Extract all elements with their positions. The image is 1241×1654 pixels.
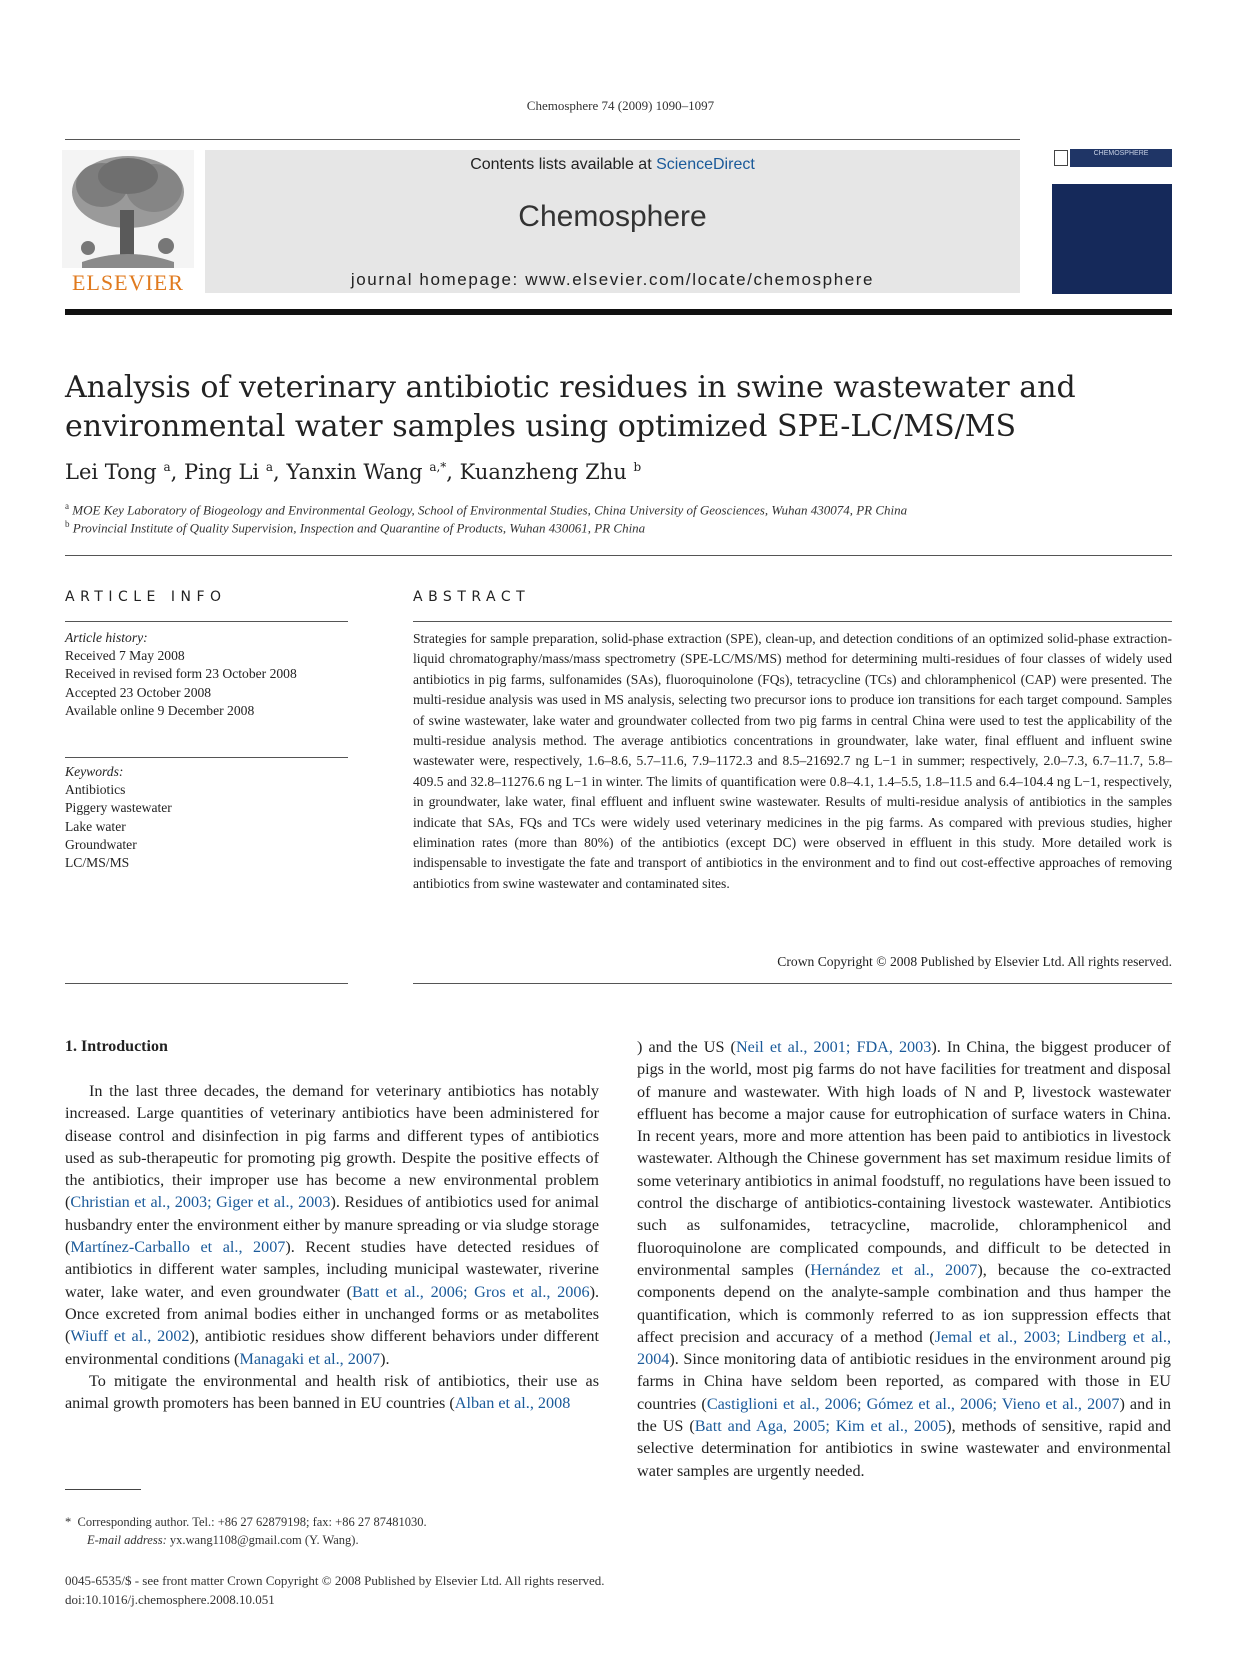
author-name[interactable]: Yanxin Wang xyxy=(286,460,423,484)
article-title: Analysis of veterinary antibiotic residues in swine wastewater and environmental water samples using optimized SPE-LC/MS/MS xyxy=(65,370,1076,444)
affiliation-mark: a xyxy=(65,501,69,511)
history-item: Received in revised form 23 October 2008 xyxy=(65,666,297,682)
cover-mark-icon xyxy=(1054,150,1068,166)
citation-link[interactable]: Wiuff et al., 2002 xyxy=(70,1327,190,1346)
paragraph-text: ), antibiotic residues show different behaviors under different environmental conditions ( xyxy=(65,1327,600,1368)
email-note xyxy=(65,1533,647,1548)
journal-citation: Chemosphere 74 (2009) 1090–1097 xyxy=(526,98,715,113)
author-affiliation-mark: b xyxy=(633,460,642,474)
citation-link[interactable]: Batt et al., 2006; Gros et al., 2006 xyxy=(352,1282,590,1301)
corresponding-author-text: Corresponding author. Tel.: +86 27 62879198; fax: +86 27 87481030. xyxy=(77,1515,427,1529)
intro-paragraph-2-cont xyxy=(637,1036,1171,1482)
intro-paragraph-1 xyxy=(65,1080,599,1370)
journal-cover-thumbnail[interactable] xyxy=(1052,146,1172,294)
citation-link[interactable]: Christian et al., 2003; Giger et al., 2003 xyxy=(70,1193,331,1212)
footnote-star: * xyxy=(65,1515,78,1529)
cover-header xyxy=(1052,146,1172,168)
keyword: Lake water xyxy=(65,818,126,834)
citation-link[interactable]: Martínez-Carballo et al., 2007 xyxy=(70,1238,286,1257)
author-name[interactable]: Kuanzheng Zhu xyxy=(459,460,627,484)
corresponding-author-note xyxy=(65,1515,625,1530)
header-rule xyxy=(65,139,1020,140)
footnote-rule xyxy=(65,1489,141,1490)
keyword: Piggery wastewater xyxy=(65,800,172,816)
article-info-bottom-rule xyxy=(65,983,348,984)
paragraph-text: ). Since monitoring data of antibiotic residues in the environment around pig farms in China have seldom been reported, as compared with those in EU countries ( xyxy=(637,1350,1171,1413)
article-history-label: Article history: xyxy=(65,630,148,645)
keyword: Antibiotics xyxy=(65,782,126,798)
abstract-copyright: Crown Copyright © 2008 Published by Elsevier Ltd. All rights reserved. xyxy=(777,954,1172,969)
citation-link[interactable]: Batt and Aga, 2005; Kim et al., 2005 xyxy=(694,1417,947,1436)
contents-line xyxy=(205,156,1020,174)
paragraph-text: ), methods of sensitive, rapid and selective determination for antibiotics in swine wastewater and environmental water samples are urgently needed. xyxy=(637,1417,1172,1480)
history-item: Received 7 May 2008 xyxy=(65,648,185,664)
abstract-rule xyxy=(413,621,1172,622)
cover-title: CHEMOSPHERE xyxy=(1070,149,1172,167)
article-history xyxy=(65,629,348,720)
paragraph-text: ) and in the US ( xyxy=(637,1394,1171,1436)
paragraph-text: ). xyxy=(380,1349,390,1368)
article-info-rule xyxy=(65,621,348,622)
paragraph-text: ) and the US ( xyxy=(637,1038,736,1056)
keyword: LC/MS/MS xyxy=(65,855,130,871)
keywords-label: Keywords: xyxy=(65,764,124,779)
email-label: E-mail address: xyxy=(87,1533,167,1547)
keywords xyxy=(65,763,348,872)
author-affiliation-mark: a xyxy=(163,460,171,474)
affiliation-mark: b xyxy=(65,519,70,529)
author-name[interactable]: Ping Li xyxy=(183,460,260,484)
citation-link[interactable]: Hernández et al., 2007 xyxy=(810,1260,978,1279)
intro-paragraph-2-start xyxy=(65,1370,599,1415)
citation-link[interactable]: Neil et al., 2001; FDA, 2003 xyxy=(735,1038,932,1056)
author-affiliation-mark: a,* xyxy=(429,460,447,474)
sciencedirect-link[interactable]: ScienceDirect xyxy=(656,156,755,173)
affiliation-a xyxy=(65,501,1165,518)
cover-image xyxy=(1052,184,1172,294)
affiliation-text: Provincial Institute of Quality Supervision, Inspection and Quarantine of Products, Wuhan 430061, PR China xyxy=(72,520,646,536)
intro-column-left xyxy=(65,1080,599,1414)
paragraph-text: ). Residues of antibiotics used for animal husbandry enter the environment either by manure spreading or via sludge storage ( xyxy=(65,1193,600,1257)
contents-prefix: Contents lists available at xyxy=(470,156,657,173)
email-link[interactable]: yx.wang1108@gmail.com (Y. Wang). xyxy=(169,1533,359,1547)
keyword: Groundwater xyxy=(65,836,137,852)
citation-link[interactable]: Managaki et al., 2007 xyxy=(239,1349,381,1368)
article-info-heading: ARTICLE INFO xyxy=(65,589,227,605)
paragraph-text: To mitigate the environmental and health risk of antibiotics, their use as animal growth promoters has been banned in EU countries ( xyxy=(65,1371,599,1413)
paragraph-text: ), because the co-extracted components depend on the analyte-sample combination and thus hamper the quantification, which is commonly referred to as ion suppression effects that affect precision and accuracy of a method ( xyxy=(637,1260,1172,1346)
abstract-text: Strategies for sample preparation, solid-phase extraction (SPE), clean-up, and detection conditions of an optimized solid-phase extraction-liquid chromatography/mass/mass spectrometry (SPE-LC/MS/MS) method for determining multi-residues of four classes of widely used antibiotics in pig farms, sulfonamides (SAs), fluoroquinolone (FQs), tetracycline (TCs) and chloramphenicol (CAP) were presented. The multi-residue analysis was used in MS analysis, selecting two precursor ions to produce ion transitions for each target compound. Samples of swine wastewater, lake water and groundwater collected from two pig farms in central China were used to test the applicability of the multi-residue analysis method. The average antibiotics concentrations in groundwater, lake water, final effluent and influent swine wastewater were, respectively, 1.6–8.6, 5.7–11.6, 7.9–1172.3 and 8.5–21692.7 ng L−1 in summer; respectively, 2.0–7.3, 6.7–11.7, 5.8–409.5 and 32.8–11276.6 ng L−1 in winter. The limits of quantification were 0.8–4.1, 1.4–5.5, 1.8–11.5 and 6.4–104.4 ng L−1, respectively, in groundwater, lake water, final effluent and influent swine wastewater. Results of multi-residue analysis of antibiotics in the samples indicate that SAs, FQs and TCs were widely used veterinary medicines in the pig farms. As compared with previous studies, higher elimination rates (more than 80%) of the antibiotics (except DC) were observed in effluent in this study. More detailed work is indispensable to investigate the fate and transport of antibiotics in the environment and to find out cost-effective approaches of removing antibiotics from swine wastewater and contaminated sites. xyxy=(413,631,1172,891)
paragraph-text: In the last three decades, the demand for veterinary antibiotics has notably increased. Large quantities of veterinary antibiotics have been administered for disease control and disinfection in pig farms and different types of antibiotics used as sub-therapeutic for promoting pig growth. Despite the positive effects of the antibiotics, their improper use has become a new environmental problem ( xyxy=(65,1082,599,1212)
citation-link[interactable]: Castiglioni et al., 2006; Gómez et al., 2006; Vieno et al., 2007 xyxy=(706,1394,1120,1413)
intro-column-right xyxy=(637,1036,1171,1482)
header-thick-rule xyxy=(65,309,1172,315)
issn-line: 0045-6535/$ - see front matter Crown Copyright © 2008 Published by Elsevier Ltd. All rights reserved. xyxy=(65,1573,605,1588)
doi-link[interactable]: doi:10.1016/j.chemosphere.2008.10.051 xyxy=(65,1592,275,1607)
journal-name: Chemosphere xyxy=(518,200,707,233)
paragraph-text: ). In China, the biggest producer of pigs in the world, most pig farms do not have facilities for treatment and disposal of manure and wastewater. With high loads of N and P, livestock wastewater effluent has become a major cause for eutrophication of surface waters in China. In recent years, more and more attention has been paid to antibiotics in livestock wastewater. Although the Chinese government has set maximum residue limits of some veterinary antibiotics in animal foodstuff, no regulations have been issued to control the discharge of antibiotics-containing livestock wastewater. Antibiotics such as sulfonamides, tetracycline, macrolide, chloramphenicol and fluoroquinolone are complicated compounds, and difficult to be detected in environmental samples ( xyxy=(637,1038,1171,1279)
section-heading: 1. Introduction xyxy=(65,1038,168,1055)
elsevier-tree-icon xyxy=(62,150,194,268)
keywords-rule xyxy=(65,757,348,758)
citation-link[interactable]: Alban et al., 2008 xyxy=(454,1394,571,1413)
paragraph-text: ). Once excreted from animal bodies either in unchanged forms or as metabolites ( xyxy=(65,1282,599,1346)
title-rule xyxy=(65,555,1172,556)
history-item: Accepted 23 October 2008 xyxy=(65,684,212,700)
history-item: Available online 9 December 2008 xyxy=(65,702,255,718)
abstract-heading: ABSTRACT xyxy=(413,589,531,605)
author-affiliation-mark: a xyxy=(265,460,273,474)
elsevier-wordmark: ELSEVIER xyxy=(72,270,184,295)
author-name[interactable]: Lei Tong xyxy=(65,460,157,484)
journal-banner xyxy=(205,150,1020,293)
affiliation-b xyxy=(65,519,1165,536)
author-list: Lei Tong $^a$, Ping Li $^a$, Yanxin Wang $^{a,*}$, Kuanzheng Zhu $^b$ xyxy=(65,460,642,484)
affiliation-text: MOE Key Laboratory of Biogeology and Environmental Geology, School of Environmental Studies, China University of Geosciences, Wuhan 430074, PR China xyxy=(72,502,908,518)
paragraph-text: ). Recent studies have detected residues of antibiotics in different water samples, including municipal wastewater, riverine water, lake water, and even groundwater ( xyxy=(65,1238,599,1301)
citation-link[interactable]: Jemal et al., 2003; Lindberg et al., 2004 xyxy=(637,1327,1171,1369)
elsevier-logo[interactable] xyxy=(62,150,194,293)
journal-homepage-link[interactable]: journal homepage: www.elsevier.com/locate/chemosphere xyxy=(350,270,875,289)
abstract-bottom-rule xyxy=(413,983,1172,984)
